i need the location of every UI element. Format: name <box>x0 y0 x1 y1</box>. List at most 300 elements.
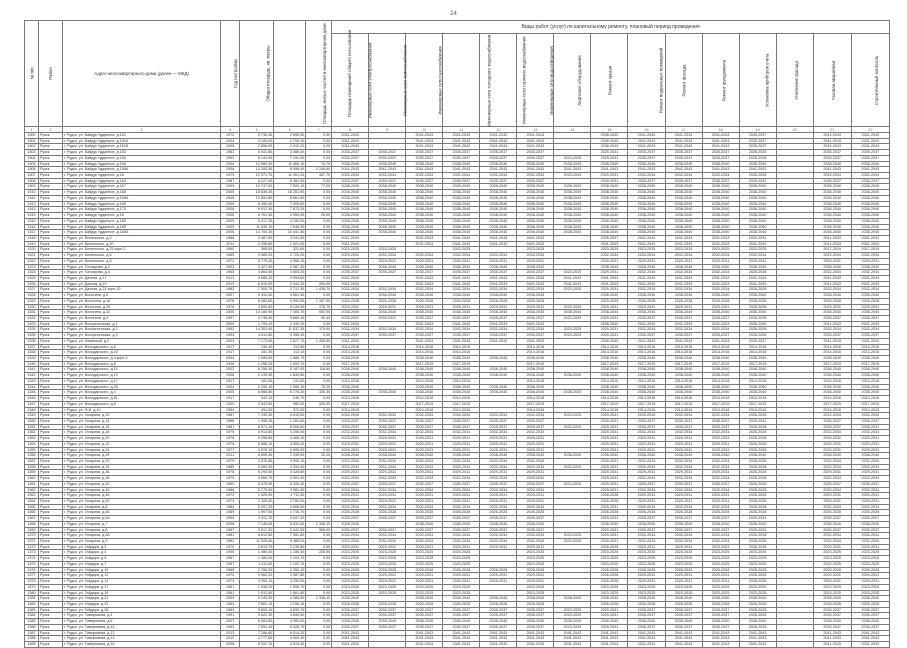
row-work-period: 2041-2043 <box>406 641 443 647</box>
row-work-period: 2029-2031 <box>665 579 702 585</box>
row-work-period: 2026-2028 <box>702 567 739 573</box>
row-address: г. Рудск, ул. Гагарина, д.38 <box>63 476 221 482</box>
row-work-period: 2038-2040 <box>665 264 702 270</box>
row-area-living: 2 705,10 <box>274 138 306 144</box>
row-work-period: 2029-2031 <box>332 493 369 499</box>
row-work-period: 2014-2016 <box>591 396 628 402</box>
row-work-period: 2038-2040 <box>406 230 443 236</box>
row-work-period: 2032-2034 <box>851 270 889 276</box>
row-area-total: 5 017,20 <box>240 218 274 224</box>
row-work-period: 2029-2031 <box>369 544 406 550</box>
row-work-period: 2038-2040 <box>702 390 739 396</box>
row-area-common: 0,00 <box>306 504 332 510</box>
row-work-period: 2026-2028 <box>591 579 628 585</box>
row-work-period: 2035-2037 <box>628 150 665 156</box>
row-work-period: 2038-2040 <box>517 184 554 190</box>
row-work-period: 2038-2040 <box>480 218 517 224</box>
row-address: г. Рудск, ул. Тимирязева, д.14 <box>63 636 221 642</box>
row-year: 1956 <box>221 550 240 556</box>
row-work-period: 2038-2040 <box>665 190 702 196</box>
row-work-period: 2023-2025 <box>554 173 591 179</box>
row-district: Рузск <box>39 253 63 259</box>
row-number: 1536 <box>25 338 39 344</box>
row-work-period: 2023-2025 <box>443 247 480 253</box>
row-work-period: 2041-2043 <box>332 636 369 642</box>
row-work-period: 2038-2040 <box>851 373 889 379</box>
column-number: 2 <box>39 127 63 133</box>
row-work-period: 2029-2031 <box>739 178 776 184</box>
row-work-period: 2026-2028 <box>739 150 776 156</box>
row-area-total: 8 143,90 <box>240 155 274 161</box>
row-work-period: 2035-2037 <box>702 516 739 522</box>
row-number: 1537 <box>25 344 39 350</box>
row-year: 2005 <box>221 224 240 230</box>
row-number: 1565 <box>25 504 39 510</box>
row-work-period: 2026-2028 <box>665 601 702 607</box>
row-work-period: 2038-2040 <box>517 201 554 207</box>
row-work-period: 2032-2034 <box>369 458 406 464</box>
row-area-living: 1 586,70 <box>274 356 306 362</box>
row-address: г. Рудск, ул. Тимирязева, д.10 <box>63 624 221 630</box>
row-work-period: 2038-2040 <box>517 356 554 362</box>
row-work-period: 2041-2043 <box>702 235 739 241</box>
row-work-period: 2029-2031 <box>591 316 628 322</box>
row-year: 1983 <box>221 150 240 156</box>
row-work-period: 2026-2028 <box>851 601 889 607</box>
row-work-period: 2041-2043 <box>517 281 554 287</box>
row-work-period: 2038-2040 <box>554 224 591 230</box>
row-work-period: 2038-2040 <box>517 230 554 236</box>
row-district: Рузск <box>39 481 63 487</box>
row-work-period: 2038-2040 <box>702 230 739 236</box>
row-work-period: 2041-2043 <box>406 138 443 144</box>
header-district: Район <box>39 21 63 127</box>
row-work-period: 2029-2031 <box>517 441 554 447</box>
row-work-period: 2035-2037 <box>813 516 851 522</box>
row-address: г. Рудск, ул. Гагарина, д.36 <box>63 470 221 476</box>
row-work-period: 2029-2031 <box>591 418 628 424</box>
row-work-period: 2017-2019 <box>851 401 889 407</box>
row-work-period: 2026-2028 <box>702 601 739 607</box>
row-work-period: 2029-2031 <box>517 544 554 550</box>
row-area-living: 8 661,80 <box>274 195 306 201</box>
row-district: Рузск <box>39 556 63 562</box>
row-area-living: 1 711,30 <box>274 493 306 499</box>
row-work-period: 2038-2040 <box>702 356 739 362</box>
row-work-period: 2023-2025 <box>628 561 665 567</box>
row-year: 2004 <box>221 338 240 344</box>
row-work-period: 2014-2016 <box>851 407 889 413</box>
row-district: Рузск <box>39 316 63 322</box>
row-work-period: 2035-2037 <box>480 424 517 430</box>
row-work-period: 2041-2043 <box>443 275 480 281</box>
row-work-period: 2038-2040 <box>554 190 591 196</box>
row-work-period: 2026-2028 <box>739 447 776 453</box>
row-district: Рузск <box>39 241 63 247</box>
row-work-period: 2035-2037 <box>443 516 480 522</box>
row-work-period: 2038-2040 <box>813 596 851 602</box>
row-work-period: 2038-2040 <box>332 190 369 196</box>
row-work-period: 2038-2040 <box>813 230 851 236</box>
row-work-period: 2035-2037 <box>665 424 702 430</box>
row-work-period: 2041-2043 <box>628 321 665 327</box>
row-address: г. Рудск, ул. Воскресенская, д.3 <box>63 333 221 339</box>
row-work-period: 2032-2034 <box>702 487 739 493</box>
row-work-period: 2038-2040 <box>591 356 628 362</box>
row-work-period: 2029-2031 <box>443 304 480 310</box>
row-area-total: 5 622,30 <box>240 613 274 619</box>
row-work-period: 2041-2043 <box>332 235 369 241</box>
row-work-period: 2038-2040 <box>554 390 591 396</box>
row-work-period: 2035-2037 <box>813 150 851 156</box>
row-work-period: 2032-2034 <box>813 413 851 419</box>
row-address: г. Рудск, ул. Белинского, д.3 <box>63 235 221 241</box>
row-work-period: 2035-2037 <box>702 613 739 619</box>
row-work-period: 2029-2031 <box>591 458 628 464</box>
row-work-period: 2041-2043 <box>406 275 443 281</box>
row-work-period: 2041-2043 <box>665 630 702 636</box>
row-work-period: 2023-2025 <box>665 556 702 562</box>
row-work-period: 2035-2037 <box>406 333 443 339</box>
row-work-period: 2041-2043 <box>813 235 851 241</box>
row-year: 1938 <box>221 361 240 367</box>
row-area-total: 3 427,00 <box>240 264 274 270</box>
row-work-period: 2041-2043 <box>813 167 851 173</box>
row-work-period: 2038-2040 <box>739 390 776 396</box>
row-area-common: 0,00 <box>306 584 332 590</box>
row-area-total: 5 058,60 <box>240 436 274 442</box>
row-work-period: 2023-2025 <box>554 533 591 539</box>
row-work-period: 2038-2040 <box>554 184 591 190</box>
row-district: Рузск <box>39 161 63 167</box>
row-year: 1972 <box>221 133 240 139</box>
row-work-period: 2029-2031 <box>480 579 517 585</box>
row-work-period: 2023-2025 <box>369 556 406 562</box>
row-work-period: 2029-2031 <box>813 499 851 505</box>
row-work-period: 2029-2031 <box>332 253 369 259</box>
row-address: г. Рудск, ул. Байдук Удданное, д.16 <box>63 173 221 179</box>
row-work-period: 2026-2028 <box>702 510 739 516</box>
row-work-period: 2041-2043 <box>443 235 480 241</box>
row-work-period: 2035-2037 <box>517 178 554 184</box>
row-work-period: 2029-2031 <box>851 493 889 499</box>
row-number: 1569 <box>25 527 39 533</box>
row-year: 1977 <box>221 447 240 453</box>
row-work-period: 2038-2040 <box>406 184 443 190</box>
row-year: 1979 <box>221 476 240 482</box>
row-work-period: 2041-2043 <box>480 133 517 139</box>
row-work-period: 2029-2031 <box>443 544 480 550</box>
row-work-period: 2023-2025 <box>665 584 702 590</box>
row-area-total: 3 813,70 <box>240 544 274 550</box>
row-work-period: 2038-2040 <box>480 190 517 196</box>
header-work-5: Инженерные сети горячего водоснабжения <box>480 34 517 127</box>
row-year: 1983 <box>221 287 240 293</box>
row-work-period: 2032-2034 <box>665 270 702 276</box>
row-work-period: 2041-2043 <box>739 630 776 636</box>
row-district: Рузск <box>39 178 63 184</box>
header-area-total: Общая площадь, кв. метры <box>240 21 274 127</box>
row-work-period: 2041-2043 <box>480 321 517 327</box>
row-address: г. Рудск, ул. Белинского, д.6 <box>63 253 221 259</box>
row-number: 1559 <box>25 470 39 476</box>
row-work-period: 2038-2040 <box>628 390 665 396</box>
row-number: 1526 <box>25 281 39 287</box>
row-work-period: 2038-2040 <box>813 207 851 213</box>
row-work-period: 2041-2043 <box>332 275 369 281</box>
row-area-living: 3 993,60 <box>274 275 306 281</box>
row-area-total: 7 186,80 <box>240 630 274 636</box>
row-area-common: 25,00 <box>306 213 332 219</box>
row-work-period: 2026-2028 <box>739 441 776 447</box>
row-work-period: 2032-2034 <box>332 464 369 470</box>
row-address: г. Рудск, ул. Байдук Удданное, д.185 <box>63 224 221 230</box>
row-work-period: 2041-2043 <box>406 241 443 247</box>
row-work-period: 2026-2028 <box>739 270 776 276</box>
row-work-period: 2029-2031 <box>332 573 369 579</box>
row-work-period: 2023-2025 <box>517 590 554 596</box>
row-address: г. Рудск, ул. Володарского, д.11 <box>63 367 221 373</box>
row-area-total: 1 938,20 <box>240 584 274 590</box>
row-area-living: 4 900,00 <box>274 619 306 625</box>
row-work-period: 2026-2028 <box>332 567 369 573</box>
row-work-period: 2038-2040 <box>702 310 739 316</box>
header-work-13: Утепление фасада <box>776 34 813 127</box>
row-year: 2008 <box>221 144 240 150</box>
row-address: г. Рудск, ул. Белинского, д.8 <box>63 258 221 264</box>
row-work-period: 2041-2043 <box>480 630 517 636</box>
row-work-period: 2017-2019 <box>443 401 480 407</box>
row-work-period: 2032-2034 <box>517 504 554 510</box>
row-area-total: 2 755,20 <box>240 567 274 573</box>
row-work-period: 2038-2040 <box>332 453 369 459</box>
row-work-period: 2038-2040 <box>332 213 369 219</box>
row-work-period: 2023-2025 <box>332 556 369 562</box>
row-year: 2005 <box>221 201 240 207</box>
row-work-period: 2029-2031 <box>665 493 702 499</box>
row-work-period: 2023-2025 <box>554 613 591 619</box>
row-work-period: 2041-2043 <box>443 636 480 642</box>
row-work-period: 2029-2031 <box>739 527 776 533</box>
row-area-common: 90,40 <box>306 316 332 322</box>
row-year: 1985 <box>221 464 240 470</box>
row-work-period: 2029-2031 <box>443 258 480 264</box>
row-work-period: 2014-2016 <box>591 344 628 350</box>
row-work-period: 2041-2043 <box>628 138 665 144</box>
row-work-period: 2029-2031 <box>591 533 628 539</box>
row-work-period: 2035-2037 <box>813 418 851 424</box>
row-work-period: 2023-2025 <box>443 561 480 567</box>
row-work-period: 2032-2034 <box>369 464 406 470</box>
row-work-period: 2035-2037 <box>628 178 665 184</box>
row-work-period: 2038-2040 <box>739 195 776 201</box>
row-work-period: 2032-2034 <box>332 173 369 179</box>
column-number: 9 <box>369 127 406 133</box>
row-area-total: 4 041,80 <box>240 150 274 156</box>
row-work-period: 2041-2043 <box>517 641 554 647</box>
row-area-common: 0,00 <box>306 636 332 642</box>
row-work-period: 2029-2031 <box>517 493 554 499</box>
row-work-period: 2041-2043 <box>665 144 702 150</box>
row-work-period: 2032-2034 <box>406 413 443 419</box>
row-work-period: 2032-2034 <box>628 430 665 436</box>
row-area-common: 0,00 <box>306 155 332 161</box>
row-work-period: 2032-2034 <box>406 430 443 436</box>
row-work-period: 2038-2040 <box>665 453 702 459</box>
row-work-period: 2035-2037 <box>332 607 369 613</box>
row-number: 1503 <box>25 150 39 156</box>
row-work-period: 2014-2016 <box>739 350 776 356</box>
row-year: 1964 <box>221 601 240 607</box>
row-work-period: 2029-2031 <box>702 447 739 453</box>
row-work-period: 2038-2040 <box>591 338 628 344</box>
row-work-period: 2029-2031 <box>851 436 889 442</box>
row-area-total: 5 605,40 <box>240 464 274 470</box>
row-work-period: 2035-2037 <box>851 607 889 613</box>
row-work-period: 2032-2034 <box>702 287 739 293</box>
row-area-total: 235,40 <box>240 344 274 350</box>
row-work-period: 2029-2031 <box>702 436 739 442</box>
row-work-period: 2032-2034 <box>702 504 739 510</box>
row-work-period: 2035-2037 <box>517 316 554 322</box>
row-work-period: 2029-2031 <box>480 441 517 447</box>
row-work-period: 2032-2034 <box>406 476 443 482</box>
row-work-period: 2038-2040 <box>813 619 851 625</box>
row-district: Рузск <box>39 190 63 196</box>
row-work-period: 2038-2040 <box>517 195 554 201</box>
row-address: г. Рудск, ул. Ахвалный, д.2 <box>63 338 221 344</box>
row-work-period: 2029-2031 <box>591 155 628 161</box>
row-area-living: 3 239,60 <box>274 544 306 550</box>
row-work-period: 2014-2016 <box>813 344 851 350</box>
row-work-period: 2023-2025 <box>628 550 665 556</box>
row-area-total: 4 012,80 <box>240 333 274 339</box>
row-work-period: 2029-2031 <box>332 436 369 442</box>
row-work-period: 2014-2016 <box>813 396 851 402</box>
row-district: Рузск <box>39 327 63 333</box>
row-area-common: 565,00 <box>306 527 332 533</box>
row-district: Рузск <box>39 636 63 642</box>
row-area-living: 11 837,30 <box>274 327 306 333</box>
row-work-period: 2032-2034 <box>517 476 554 482</box>
column-number: 14 <box>554 127 591 133</box>
row-work-period: 2014-2016 <box>443 344 480 350</box>
row-area-living: 3 342,50 <box>274 527 306 533</box>
row-number: 1562 <box>25 487 39 493</box>
row-work-period: 2038-2040 <box>739 224 776 230</box>
row-work-period: 2041-2043 <box>813 241 851 247</box>
row-work-period: 2029-2031 <box>443 579 480 585</box>
row-work-period: 2032-2034 <box>332 487 369 493</box>
row-work-period: 2026-2028 <box>851 298 889 304</box>
row-work-period: 2023-2025 <box>554 327 591 333</box>
row-area-living: 1 716,70 <box>274 510 306 516</box>
row-work-period: 2026-2028 <box>739 533 776 539</box>
row-area-total: 5 735,40 <box>240 133 274 139</box>
row-work-period: 2029-2031 <box>739 258 776 264</box>
row-district: Рузск <box>39 613 63 619</box>
row-year: 1961 <box>221 590 240 596</box>
row-work-period: 2035-2037 <box>739 338 776 344</box>
row-work-period: 2038-2040 <box>591 195 628 201</box>
row-district: Рузск <box>39 630 63 636</box>
row-work-period: 2023-2025 <box>517 556 554 562</box>
row-year: 2008 <box>221 641 240 647</box>
row-work-period: 2038-2040 <box>702 384 739 390</box>
row-work-period: 2023-2025 <box>591 590 628 596</box>
row-work-period: 2038-2040 <box>628 213 665 219</box>
row-work-period: 2041-2043 <box>480 338 517 344</box>
row-district: Рузск <box>39 258 63 264</box>
row-work-period: 2029-2031 <box>480 470 517 476</box>
row-work-period: 2035-2037 <box>369 607 406 613</box>
row-year: 1987 <box>221 527 240 533</box>
row-work-period: 2032-2034 <box>480 464 517 470</box>
row-work-period: 2035-2037 <box>406 613 443 619</box>
row-area-living: 1 508,70 <box>274 584 306 590</box>
row-work-period: 2038-2040 <box>739 384 776 390</box>
row-work-period: 2026-2028 <box>591 573 628 579</box>
row-work-period: 2038-2040 <box>517 596 554 602</box>
row-work-period: 2026-2028 <box>739 607 776 613</box>
row-number: 1553 <box>25 436 39 442</box>
row-work-period: 2029-2031 <box>443 470 480 476</box>
row-work-period: 2029-2031 <box>480 573 517 579</box>
row-district: Рузск <box>39 470 63 476</box>
row-area-common: 0,00 <box>306 630 332 636</box>
row-area-living: 1 021,00 <box>274 241 306 247</box>
row-work-period: 2038-2040 <box>517 310 554 316</box>
row-work-period: 2026-2028 <box>739 327 776 333</box>
row-work-period: 2041-2043 <box>851 630 889 636</box>
row-work-period: 2032-2034 <box>591 253 628 259</box>
row-area-total: 8 571,10 <box>240 424 274 430</box>
row-area-living: 9 388,00 <box>274 539 306 545</box>
row-work-period: 2038-2040 <box>332 218 369 224</box>
row-number: 1546 <box>25 396 39 402</box>
row-work-period: 2029-2031 <box>332 441 369 447</box>
row-work-period: 2038-2040 <box>739 373 776 379</box>
row-work-period: 2035-2037 <box>480 527 517 533</box>
row-work-period: 2041-2043 <box>702 241 739 247</box>
row-address: г. Рудск, ул. Байдук Удданное, д.151 <box>63 133 221 139</box>
row-work-period: 2014-2016 <box>628 396 665 402</box>
row-work-period: 2041-2043 <box>851 321 889 327</box>
row-work-period: 2023-2025 <box>554 413 591 419</box>
row-work-period: 2023-2025 <box>369 590 406 596</box>
row-year: 1957 <box>221 556 240 562</box>
row-work-period: 2038-2040 <box>443 201 480 207</box>
row-work-period: 2032-2034 <box>517 533 554 539</box>
row-area-living: 4 981,90 <box>274 487 306 493</box>
row-work-period: 2035-2037 <box>406 624 443 630</box>
row-area-common: 77,00 <box>306 184 332 190</box>
row-number: 1550 <box>25 418 39 424</box>
row-work-period: 2041-2043 <box>628 641 665 647</box>
row-work-period: 2038-2040 <box>369 201 406 207</box>
row-work-period: 2041-2043 <box>665 338 702 344</box>
row-work-period: 2035-2037 <box>480 613 517 619</box>
row-work-period: 2026-2028 <box>739 493 776 499</box>
row-work-period: 2029-2031 <box>332 258 369 264</box>
row-area-common: 0,00 <box>306 207 332 213</box>
row-work-period: 2029-2031 <box>665 447 702 453</box>
row-number: 1558 <box>25 464 39 470</box>
row-work-period: 2038-2040 <box>332 384 369 390</box>
row-work-period: 2041-2043 <box>332 641 369 647</box>
row-work-period: 2032-2034 <box>332 504 369 510</box>
row-work-period: 2026-2028 <box>851 510 889 516</box>
